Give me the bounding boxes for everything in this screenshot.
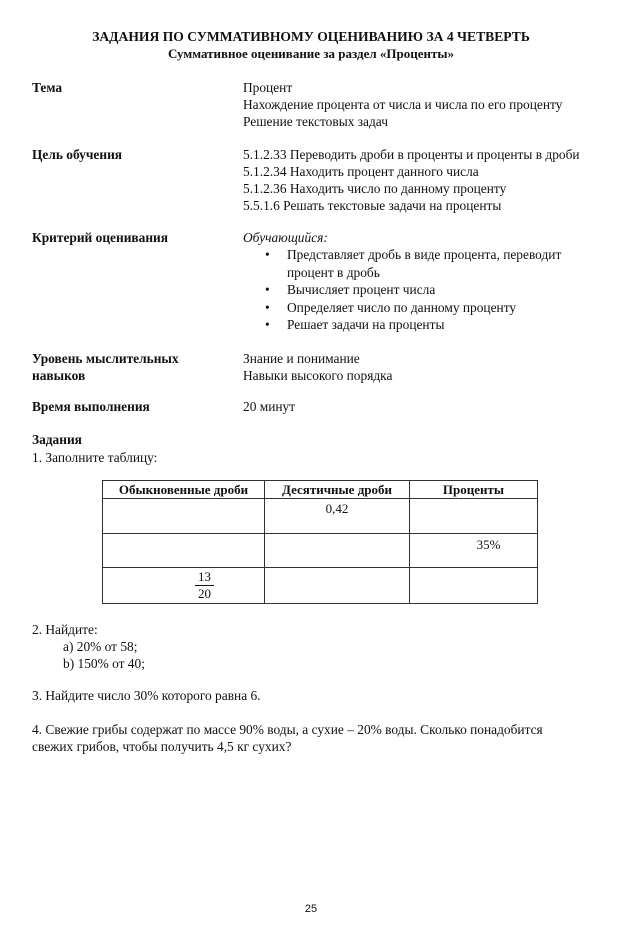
task-3: 3. Найдите число 30% которого равна 6. [32,688,261,703]
criteria-item: • Представляет дробь в виде процента, переводит процент в дробь [243,246,573,281]
fraction-cell [103,568,265,604]
col-percent-header: Проценты [410,481,538,499]
criteria-label: Критерий оценивания [32,230,169,245]
criteria-value [243,229,618,334]
conversion-table [102,480,538,604]
level-label-line: Уровень мыслительных [32,351,179,366]
goal-value [243,146,618,214]
level-line: Знание и понимание [243,351,360,366]
decimal-cell[interactable] [265,568,410,604]
topic-line: Нахождение процента от числа и числа по его проценту [243,97,563,112]
page-title: ЗАДАНИЯ ПО СУММАТИВНОМУ ОЦЕНИВАНИЮ ЗА 4 ЧЕТВЕРТЬ [92,29,530,44]
criteria-intro: Обучающийся: [243,230,328,245]
decimal-cell [265,499,410,534]
page-subtitle: Суммативное оценивание за раздел «Проценты» [167,46,455,61]
task-4-line: 4. Свежие грибы содержат по массе 90% воды, а сухие – 20% воды. Сколько понадобится [32,722,543,737]
percent-cell [410,534,538,568]
level-line: Навыки высокого порядка [243,368,393,383]
goal-line: 5.1.2.36 Находить число по данному проценту [243,181,507,196]
col-fraction-header: Обыкновенные дроби [103,481,265,499]
criteria-item: • Решает задачи на проценты [243,316,573,334]
task-2b: b) 150% от 40; [63,656,145,671]
fraction-cell[interactable] [103,499,265,534]
percent-cell[interactable] [410,499,538,534]
time-value: 20 минут [243,399,296,414]
goal-label: Цель обучения [32,147,123,162]
criteria-item: • Определяет число по данному проценту [243,299,573,317]
task-4-line: свежих грибов, чтобы получить 4,5 кг сухих? [32,739,292,754]
topic-line: Процент [243,80,293,95]
table-row [103,534,538,568]
common-fraction [195,568,214,602]
col-decimal-header: Десятичные дроби [265,481,410,499]
time-label: Время выполнения [32,399,150,414]
decimal-cell[interactable] [265,534,410,568]
tasks-heading: Задания [32,432,82,447]
task-1: 1. Заполните таблицу: [32,450,158,465]
criteria-item: • Вычисляет процент числа [243,281,573,299]
task-2-text: 2. Найдите: [32,622,98,637]
page-number: 25 [304,903,318,915]
table-row [103,499,538,534]
goal-line: 5.5.1.6 Решать текстовые задачи на проценты [243,198,502,213]
fraction-denominator: 20 [198,586,211,601]
fraction-numerator: 13 [195,569,214,586]
topic-line: Решение текстовых задач [243,114,388,129]
level-label-line: навыков [32,368,86,383]
task-4 [32,721,543,755]
topic-value [243,79,618,130]
level-label [32,350,232,384]
goal-line: 5.1.2.33 Переводить дроби в проценты и проценты в дроби [243,147,580,162]
decimal-value: 0,42 [325,501,349,516]
percent-cell[interactable] [410,568,538,604]
fraction-cell[interactable] [103,534,265,568]
table-header-row [103,481,538,499]
criteria-list [243,246,573,334]
task-2a: a) 20% от 58; [63,639,138,654]
goal-line: 5.1.2.34 Находить процент данного числа [243,164,479,179]
table-row [103,568,538,604]
percent-value: 35% [476,537,501,552]
topic-label: Тема [32,80,63,95]
task-2 [32,621,145,672]
level-value [243,350,618,384]
